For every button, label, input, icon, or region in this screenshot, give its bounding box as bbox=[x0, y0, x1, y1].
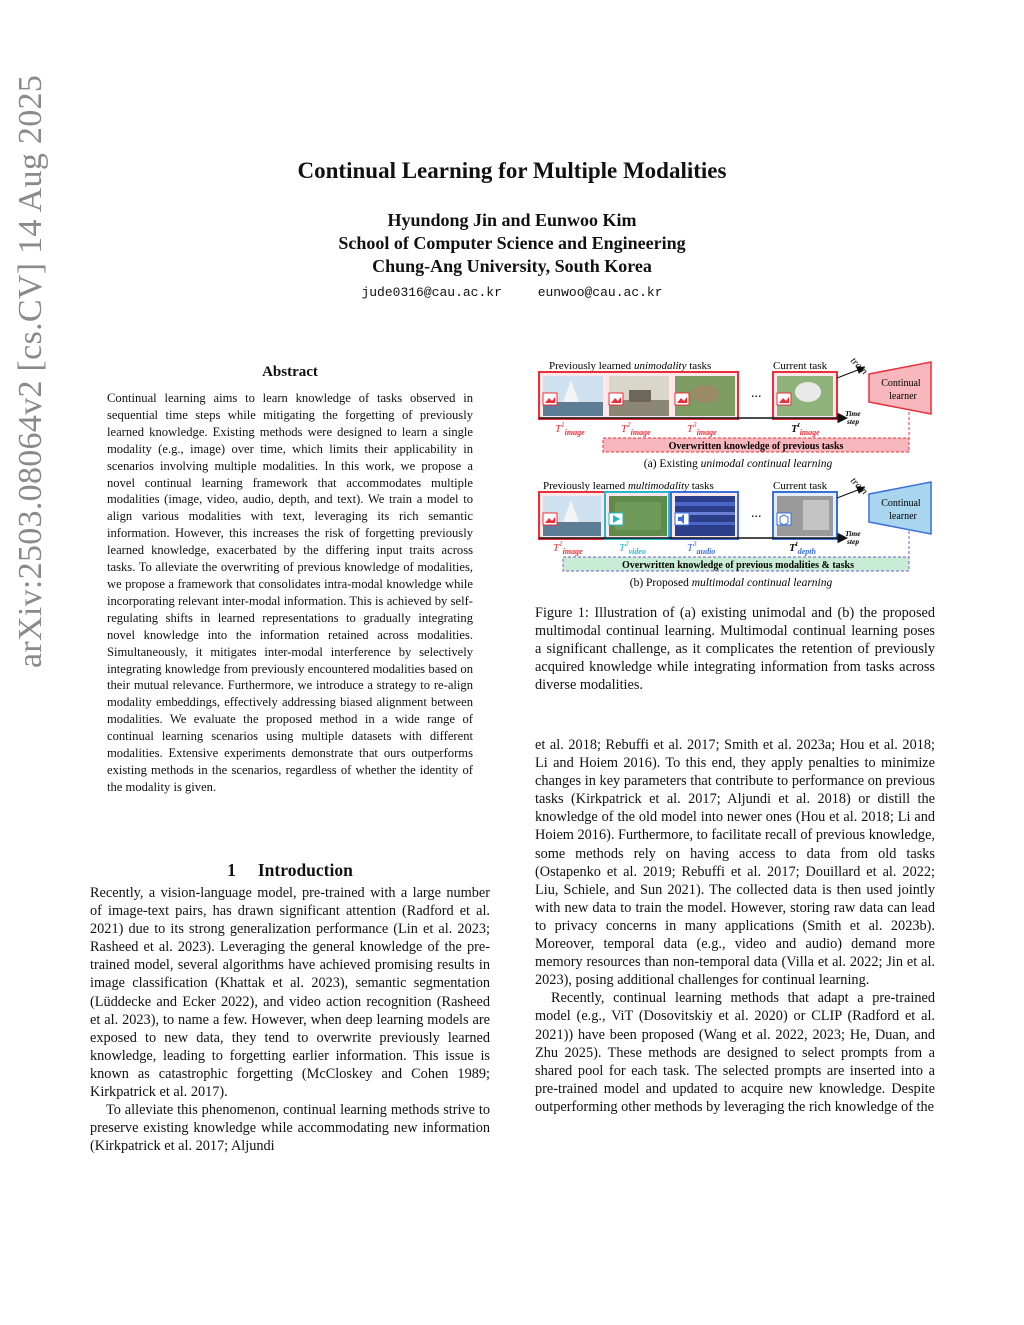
figure-caption: Figure 1: Illustration of (a) existing unimodal and (b) the proposed multimodal continual learning. Multimodal continual learning poses a significant challenge, as it complicates the retention of previously acquired knowledge while integrating information from tasks across diverse modalities. bbox=[535, 605, 935, 694]
figure-panel-a bbox=[539, 356, 931, 470]
panel-b-thumb-image bbox=[543, 496, 601, 536]
email-author-2: eunwoo@cau.ac.kr bbox=[537, 285, 663, 300]
panel-a-thumb-current bbox=[777, 376, 833, 416]
section-number: 1 bbox=[227, 860, 236, 880]
left-column-body bbox=[90, 884, 490, 1155]
affiliation-university: Chung-Ang University, South Korea bbox=[372, 256, 652, 276]
panel-b-thumb-depth bbox=[777, 496, 833, 536]
right-paragraph-2: Recently, continual learning methods that adapt a pre-trained model (e.g., ViT (Dosovitskiy et al. 2020) or CLIP (Radford et al. 2021)) have been proposed (Wang et al. 2022, 2023; He, Duan, and Zhu 2025). These methods are designed to select prompts from a shared pool for each task. The selected prompts are inserted into a pre-trained model and updated to acquire new knowledge. Despite outperforming other methods by leveraging the rich knowledge of the bbox=[535, 990, 935, 1115]
section-heading bbox=[90, 860, 490, 881]
panel-b-learner-text-2: learner bbox=[889, 511, 917, 522]
intro-paragraph-2: To alleviate this phenomenon, continual learning methods strive to preserve existing knowledge while accommodating new information (Kirkpatrick et al. 2017; Aljundi bbox=[90, 1102, 490, 1155]
panel-a-train-label: train bbox=[848, 355, 870, 378]
authors: Hyundong Jin and Eunwoo Kim bbox=[387, 210, 637, 230]
panel-a-learner-text-2: learner bbox=[889, 391, 917, 402]
abstract-heading: Abstract bbox=[262, 364, 318, 380]
arxiv-identifier: arXiv:2503.08064v2 [cs.CV] 14 Aug 2025 bbox=[12, 74, 49, 668]
panel-b-task-1: $T^1_{image}$ bbox=[553, 540, 583, 556]
panel-b-thumb-video bbox=[609, 496, 667, 536]
panel-b-learner-text-1: Continual bbox=[881, 498, 921, 509]
affiliation-school: School of Computer Science and Engineering bbox=[338, 233, 686, 253]
section-title: Introduction bbox=[257, 860, 353, 880]
right-column-body bbox=[535, 736, 935, 1116]
right-paragraph-1: et al. 2018; Rebuffi et al. 2017; Smith et al. 2023a; Hou et al. 2018; Li and Hoiem 2016). To this end, they apply penalties to minimize changes in key parameters that contribute to performance on previous tasks (Kirkpatrick et al. 2017; Aljundi et al. 2018) or distill the knowledge of the old model into newer ones (Hou et al. 2018; Li and Hoiem 2016). Furthermore, to facilitate recall of previous knowledge, some methods rely on having access to data from old tasks (Ostapenko et al. 2019; Rebuffi et al. 2017; Douillard et al. 2022; Liu, Schiele, and Sun 2021). The collected data is then used jointly with new data to train the model. However, storing raw data can lead to privacy concerns in many applications (Smith et al. 2023b). Moreover, temporal data (e.g., video and audio) demand more memory resources than non-temporal data (Villa et al. 2022; Jin et al. 2023), posing additional challenges for continual learning. bbox=[535, 737, 935, 989]
panel-a-task-1: $T^1_{image}$ bbox=[555, 421, 585, 437]
panel-a-task-3: $T^3_{image}$ bbox=[687, 421, 717, 437]
panel-b-step-label: step bbox=[847, 537, 860, 546]
panel-b-previous-label: Previously learned multimodality tasks bbox=[543, 480, 714, 492]
panel-a-thumb-2 bbox=[609, 376, 669, 416]
panel-a-task-current: $T^t_{image}$ bbox=[791, 421, 820, 437]
panel-a-ellipsis: ... bbox=[751, 386, 762, 401]
panel-a-thumb-3 bbox=[675, 376, 735, 416]
panel-b-task-current: $T^t_{depth}$ bbox=[789, 540, 816, 556]
figure-panel-b bbox=[539, 476, 931, 589]
panel-b-task-3: $T^3_{audio}$ bbox=[687, 540, 716, 556]
panel-a-time-label: Time bbox=[845, 409, 861, 418]
panel-a-current-label: Current task bbox=[773, 360, 828, 372]
figure-1 bbox=[533, 352, 943, 592]
author-block bbox=[0, 209, 1024, 278]
abstract-text: Continual learning aims to learn knowledge of tasks observed in sequential time steps while mitigating the forgetting of previously learned knowledge. Existing methods were designed to learn a single modality (e.g., image) over time, which limits their applicability in scenarios involving multiple modalities. In this work, we propose a novel continual learning framework that accommodates multiple modalities (image, video, audio, depth, and text). We train a model to align various modalities with text, leveraging its rich semantic information. However, this increases the risk of forgetting previously learned knowledge, exacerbated by the differing input traits across tasks. To alleviate the overwriting of previous knowledge of modalities, we propose a framework that consolidates intra-modal knowledge while incorporating relevant inter-modal information. This is achieved by self-regulating shifts in learned representations to gradually integrating novel knowledge into the information retained across modalities. Simultaneously, it mitigates inter-modal interference by selectively integrating knowledge from previously encountered modalities based on their mutual relevance. Furthermore, we introduce a strategy to re-align modality embeddings, effectively addressing biased alignment between modalities. We evaluate the proposed method in a wide range of continual learning scenarios using multiple datasets with different modalities. Extensive experiments demonstrate that ours outperforms existing methods in the scenarios, regardless of whether the identity of the modality is given. bbox=[107, 391, 473, 794]
panel-a-learner-text-1: Continual bbox=[881, 378, 921, 389]
email-line bbox=[0, 285, 1024, 300]
panel-a-step-label: step bbox=[847, 417, 860, 426]
panel-a-previous-label: Previously learned unimodality tasks bbox=[549, 360, 712, 372]
panel-a-banner-text: Overwritten knowledge of previous tasks bbox=[668, 441, 844, 452]
panel-a-thumb-1 bbox=[543, 376, 603, 416]
panel-b-banner-text: Overwritten knowledge of previous modalities & tasks bbox=[621, 560, 855, 571]
panel-b-ellipsis: ... bbox=[751, 506, 762, 521]
panel-b-subcaption: (b) Proposed multimodal continual learning bbox=[629, 577, 833, 589]
panel-b-train-label: train bbox=[848, 475, 870, 498]
panel-b-time-label: Time bbox=[845, 529, 861, 538]
email-author-1: jude0316@cau.ac.kr bbox=[361, 285, 502, 300]
panel-a-task-2: $T^2_{image}$ bbox=[621, 421, 651, 437]
panel-b-thumb-audio bbox=[675, 496, 735, 536]
paper-title: Continual Learning for Multiple Modalities bbox=[297, 158, 727, 183]
intro-paragraph-1: Recently, a vision-language model, pre-trained with a large number of image-text pairs, has drawn significant attention (Radford et al. 2021) due to its strong generalization performance (Lin et al. 2023; Rasheed et al. 2023). Leveraging the general knowledge of the pre-trained model, several algorithms have achieved promising results in image classification (Khattak et al. 2023), semantic segmentation (Lüddecke and Ecker 2022), and video action recognition (Rasheed et al. 2023), to name a few. However, when deep learning models are exposed to new data, they tend to overwrite previously learned knowledge, leading to forgetting earlier information. This issue is known as catastrophic forgetting (McCloskey and Cohen 1989; Kirkpatrick et al. 2017). bbox=[90, 885, 490, 1101]
panel-b-current-label: Current task bbox=[773, 480, 828, 492]
panel-a-subcaption: (a) Existing unimodal continual learning bbox=[643, 458, 833, 470]
panel-b-task-2: $T^2_{video}$ bbox=[619, 540, 646, 556]
